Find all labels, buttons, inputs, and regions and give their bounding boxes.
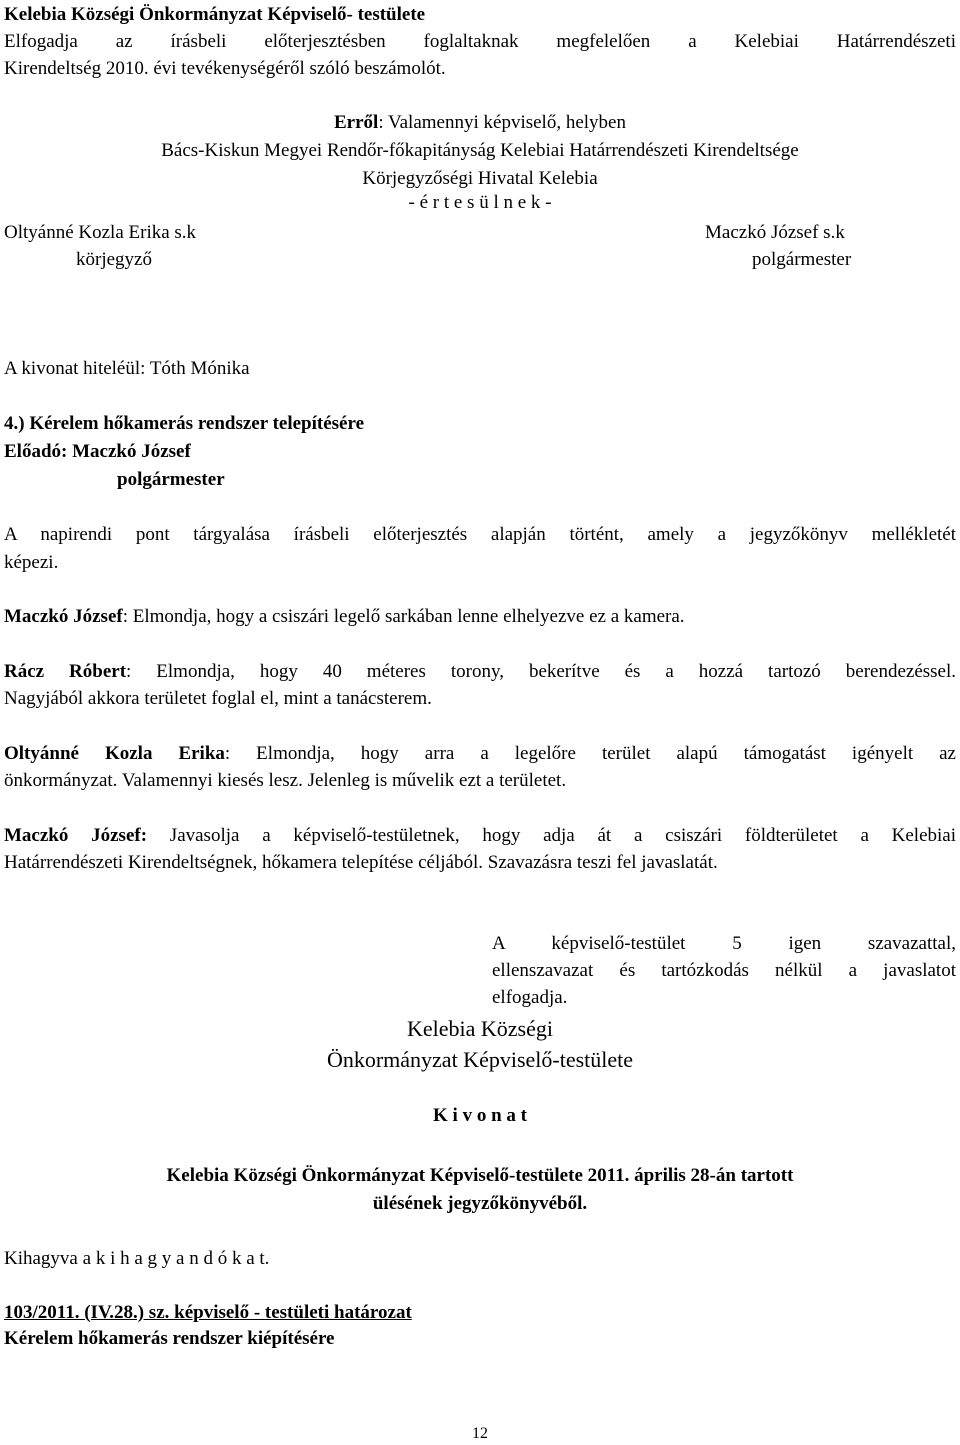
- paragraph-5: Maczkó József: Javasolja a képviselő-testületnek, hogy adja át a csiszári földterületet a Kelebiai: [4, 825, 957, 846]
- paragraph-3-last: Nagyjából akkora területet foglal el, mint a tanácsterem.: [4, 688, 432, 709]
- decision-line-1: Elfogadja az írásbeli előterjesztésben foglaltaknak megfelelően a Kelebiai Határrendészeti: [4, 31, 956, 52]
- vote-line-2: ellenszavazat és tartózkodás nélkül a javaslatot: [492, 960, 956, 981]
- resolution-number: 103/2011. (IV.28.) sz. képviselő - testületi határozat: [4, 1302, 412, 1323]
- signature-left-title: körjegyző: [76, 249, 152, 270]
- resolution-title: Kérelem hőkamerás rendszer kiépítésére: [4, 1328, 335, 1349]
- paragraph-1-last: képezi.: [4, 552, 59, 573]
- paragraph-4: Oltyánné Kozla Erika: Elmondja, hogy arra a legelőre terület alapú támogatást igényelt az: [4, 743, 956, 764]
- agenda-item-title: 4.) Kérelem hőkamerás rendszer telepítésére: [4, 413, 365, 434]
- signature-right-title: polgármester: [752, 249, 852, 270]
- meeting-line-1: Kelebia Községi Önkormányzat Képviselő-testülete 2011. április 28-án tartott: [166, 1165, 794, 1186]
- extract-title-2: Önkormányzat Képviselő-testülete: [326, 1047, 634, 1072]
- paragraph-2: Maczkó József: Elmondja, hogy a csiszári legelő sarkában lenne elhelyezve ez a kamera.: [4, 606, 685, 627]
- certified-line: A kivonat hiteléül: Tóth Mónika: [4, 358, 250, 379]
- vote-line-3: elfogadja.: [492, 987, 568, 1008]
- paragraph-5-last: Határrendészeti Kirendeltségnek, hőkamera telepítése céljából. Szavazásra teszi fel javaslatát.: [4, 852, 718, 873]
- notify-line-1: Erről: Valamennyi képviselő, helyben: [334, 112, 626, 133]
- agenda-presenter: Előadó: Maczkó József: [4, 441, 191, 462]
- notify-label: Erről: [334, 112, 379, 133]
- extract-title-1: Kelebia Községi: [407, 1016, 553, 1041]
- extract-kivonat: K i v o n a t: [433, 1105, 527, 1126]
- agenda-presenter-title: polgármester: [117, 469, 225, 490]
- page-number: 12: [472, 1425, 488, 1442]
- signature-right-name: Maczkó József s.k: [705, 222, 845, 243]
- vote-line-1: A képviselő-testület 5 igen szavazattal,: [492, 933, 956, 954]
- paragraph-1: A napirendi pont tárgyalása írásbeli előterjesztés alapján történt, amely a jegyzőkönyv mellékletét: [4, 524, 956, 545]
- notify-line-4: - é r t e s ü l n e k -: [408, 192, 552, 213]
- meeting-line-2: ülésének jegyzőkönyvéből.: [372, 1193, 588, 1214]
- paragraph-3: Rácz Róbert: Elmondja, hogy 40 méteres torony, bekerítve és a hozzá tartozó berendezéssel.: [4, 661, 957, 682]
- paragraph-4-last: önkormányzat. Valamennyi kiesés lesz. Jelenleg is művelik ezt a területet.: [4, 770, 567, 791]
- decision-line-2: Kirendeltség 2010. évi tevékenységéről szóló beszámolót.: [4, 58, 446, 79]
- council-heading: Kelebia Községi Önkormányzat Képviselő- testülete: [4, 4, 426, 25]
- omitted-line: Kihagyva a k i h a g y a n d ó k a t.: [4, 1248, 270, 1269]
- notify-line-2: Bács-Kiskun Megyei Rendőr-főkapitányság Kelebiai Határrendészeti Kirendeltsége: [161, 140, 799, 161]
- notify-line-3: Körjegyzőségi Hivatal Kelebia: [362, 168, 598, 189]
- signature-left-name: Oltyánné Kozla Erika s.k: [4, 222, 197, 243]
